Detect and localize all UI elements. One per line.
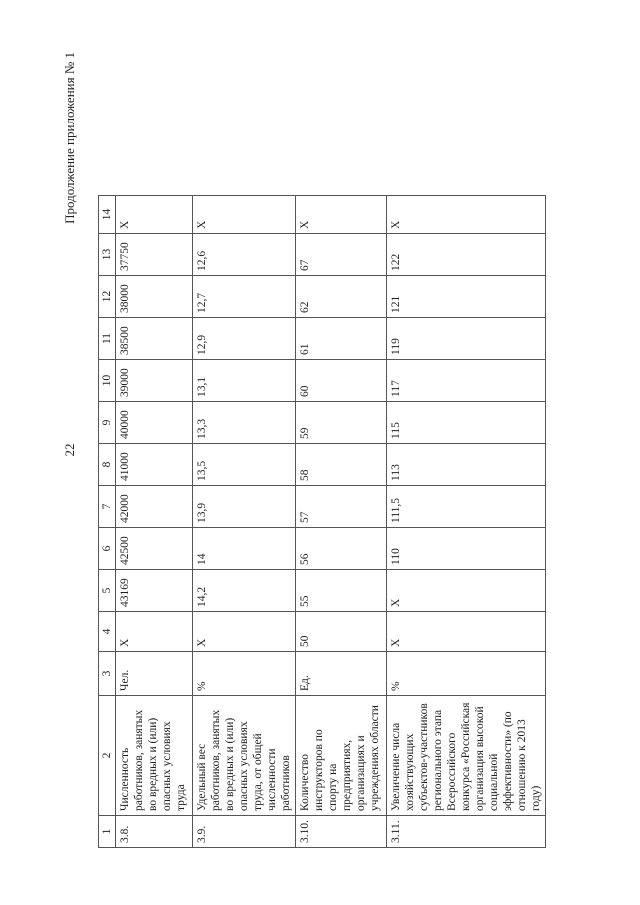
rotated-page: [62, 40, 630, 860]
value-cell: X: [116, 196, 193, 234]
value-cell: 39000: [116, 360, 193, 402]
unit-cell: %: [193, 652, 296, 696]
value-cell: 119: [387, 318, 546, 360]
value-cell: 42500: [116, 528, 193, 570]
indicator-name: Увеличение числа хозяйствующих субъектов-участников регионального этапа Всероссийского конкурса «Российская организация высокой социальной эффективности» (по отношению к 2013 году): [387, 696, 546, 816]
column-header: 3: [99, 652, 116, 696]
value-cell: 115: [387, 402, 546, 444]
value-cell: 117: [387, 360, 546, 402]
table-row: [387, 196, 546, 848]
column-header: 10: [99, 360, 116, 402]
value-cell: X: [193, 612, 296, 652]
value-cell: 58: [296, 444, 387, 486]
table-row: [193, 196, 296, 848]
table-row: [116, 196, 193, 848]
indicator-name: Удельный вес работников, занятых во вредных и (или) опасных условиях труда, от общей численности работников: [193, 696, 296, 816]
column-header: 2: [99, 696, 116, 816]
page-number: 22: [62, 443, 77, 457]
value-cell: 61: [296, 318, 387, 360]
column-header: 8: [99, 444, 116, 486]
unit-cell: %: [387, 652, 546, 696]
value-cell: 38500: [116, 318, 193, 360]
value-cell: 121: [387, 276, 546, 318]
value-cell: 50: [296, 612, 387, 652]
value-cell: 14,2: [193, 570, 296, 612]
column-header: 11: [99, 318, 116, 360]
value-cell: 42000: [116, 486, 193, 528]
value-cell: 40000: [116, 402, 193, 444]
value-cell: X: [387, 612, 546, 652]
table-row: [296, 196, 387, 848]
unit-cell: Чел.: [116, 652, 193, 696]
value-cell: 12,7: [193, 276, 296, 318]
value-cell: 111,5: [387, 486, 546, 528]
value-cell: 59: [296, 402, 387, 444]
value-cell: 13,3: [193, 402, 296, 444]
value-cell: X: [116, 612, 193, 652]
indicator-name: Количество инструкторов по спорту на предприятиях, организациях и учреждениях области: [296, 696, 387, 816]
row-number: 3.9.: [193, 816, 296, 848]
column-header: 1: [99, 816, 116, 848]
value-cell: 41000: [116, 444, 193, 486]
value-cell: 62: [296, 276, 387, 318]
value-cell: 67: [296, 234, 387, 276]
value-cell: 38000: [116, 276, 193, 318]
continuation-note: Продолжение приложения № 1: [62, 52, 77, 224]
value-cell: 13,1: [193, 360, 296, 402]
row-number: 3.10.: [296, 816, 387, 848]
value-cell: 57: [296, 486, 387, 528]
column-header: 13: [99, 234, 116, 276]
row-number: 3.8.: [116, 816, 193, 848]
column-header: 12: [99, 276, 116, 318]
value-cell: X: [387, 570, 546, 612]
value-cell: 60: [296, 360, 387, 402]
value-cell: 14: [193, 528, 296, 570]
value-cell: X: [387, 196, 546, 234]
value-cell: 12,9: [193, 318, 296, 360]
column-number-row: [99, 196, 116, 848]
value-cell: 13,5: [193, 444, 296, 486]
value-cell: 43169: [116, 570, 193, 612]
value-cell: 56: [296, 528, 387, 570]
value-cell: X: [193, 196, 296, 234]
column-header: 7: [99, 486, 116, 528]
value-cell: 110: [387, 528, 546, 570]
row-number: 3.11.: [387, 816, 546, 848]
column-header: 14: [99, 196, 116, 234]
value-cell: X: [296, 196, 387, 234]
indicator-name: Численность работников, занятых во вредных и (или) опасных условиях труда: [116, 696, 193, 816]
value-cell: 113: [387, 444, 546, 486]
value-cell: 55: [296, 570, 387, 612]
indicator-table: [98, 195, 546, 848]
column-header: 4: [99, 612, 116, 652]
column-header: 5: [99, 570, 116, 612]
column-header: 9: [99, 402, 116, 444]
value-cell: 13,9: [193, 486, 296, 528]
value-cell: 12,6: [193, 234, 296, 276]
column-header: 6: [99, 528, 116, 570]
value-cell: 37750: [116, 234, 193, 276]
value-cell: 122: [387, 234, 546, 276]
unit-cell: Ед.: [296, 652, 387, 696]
